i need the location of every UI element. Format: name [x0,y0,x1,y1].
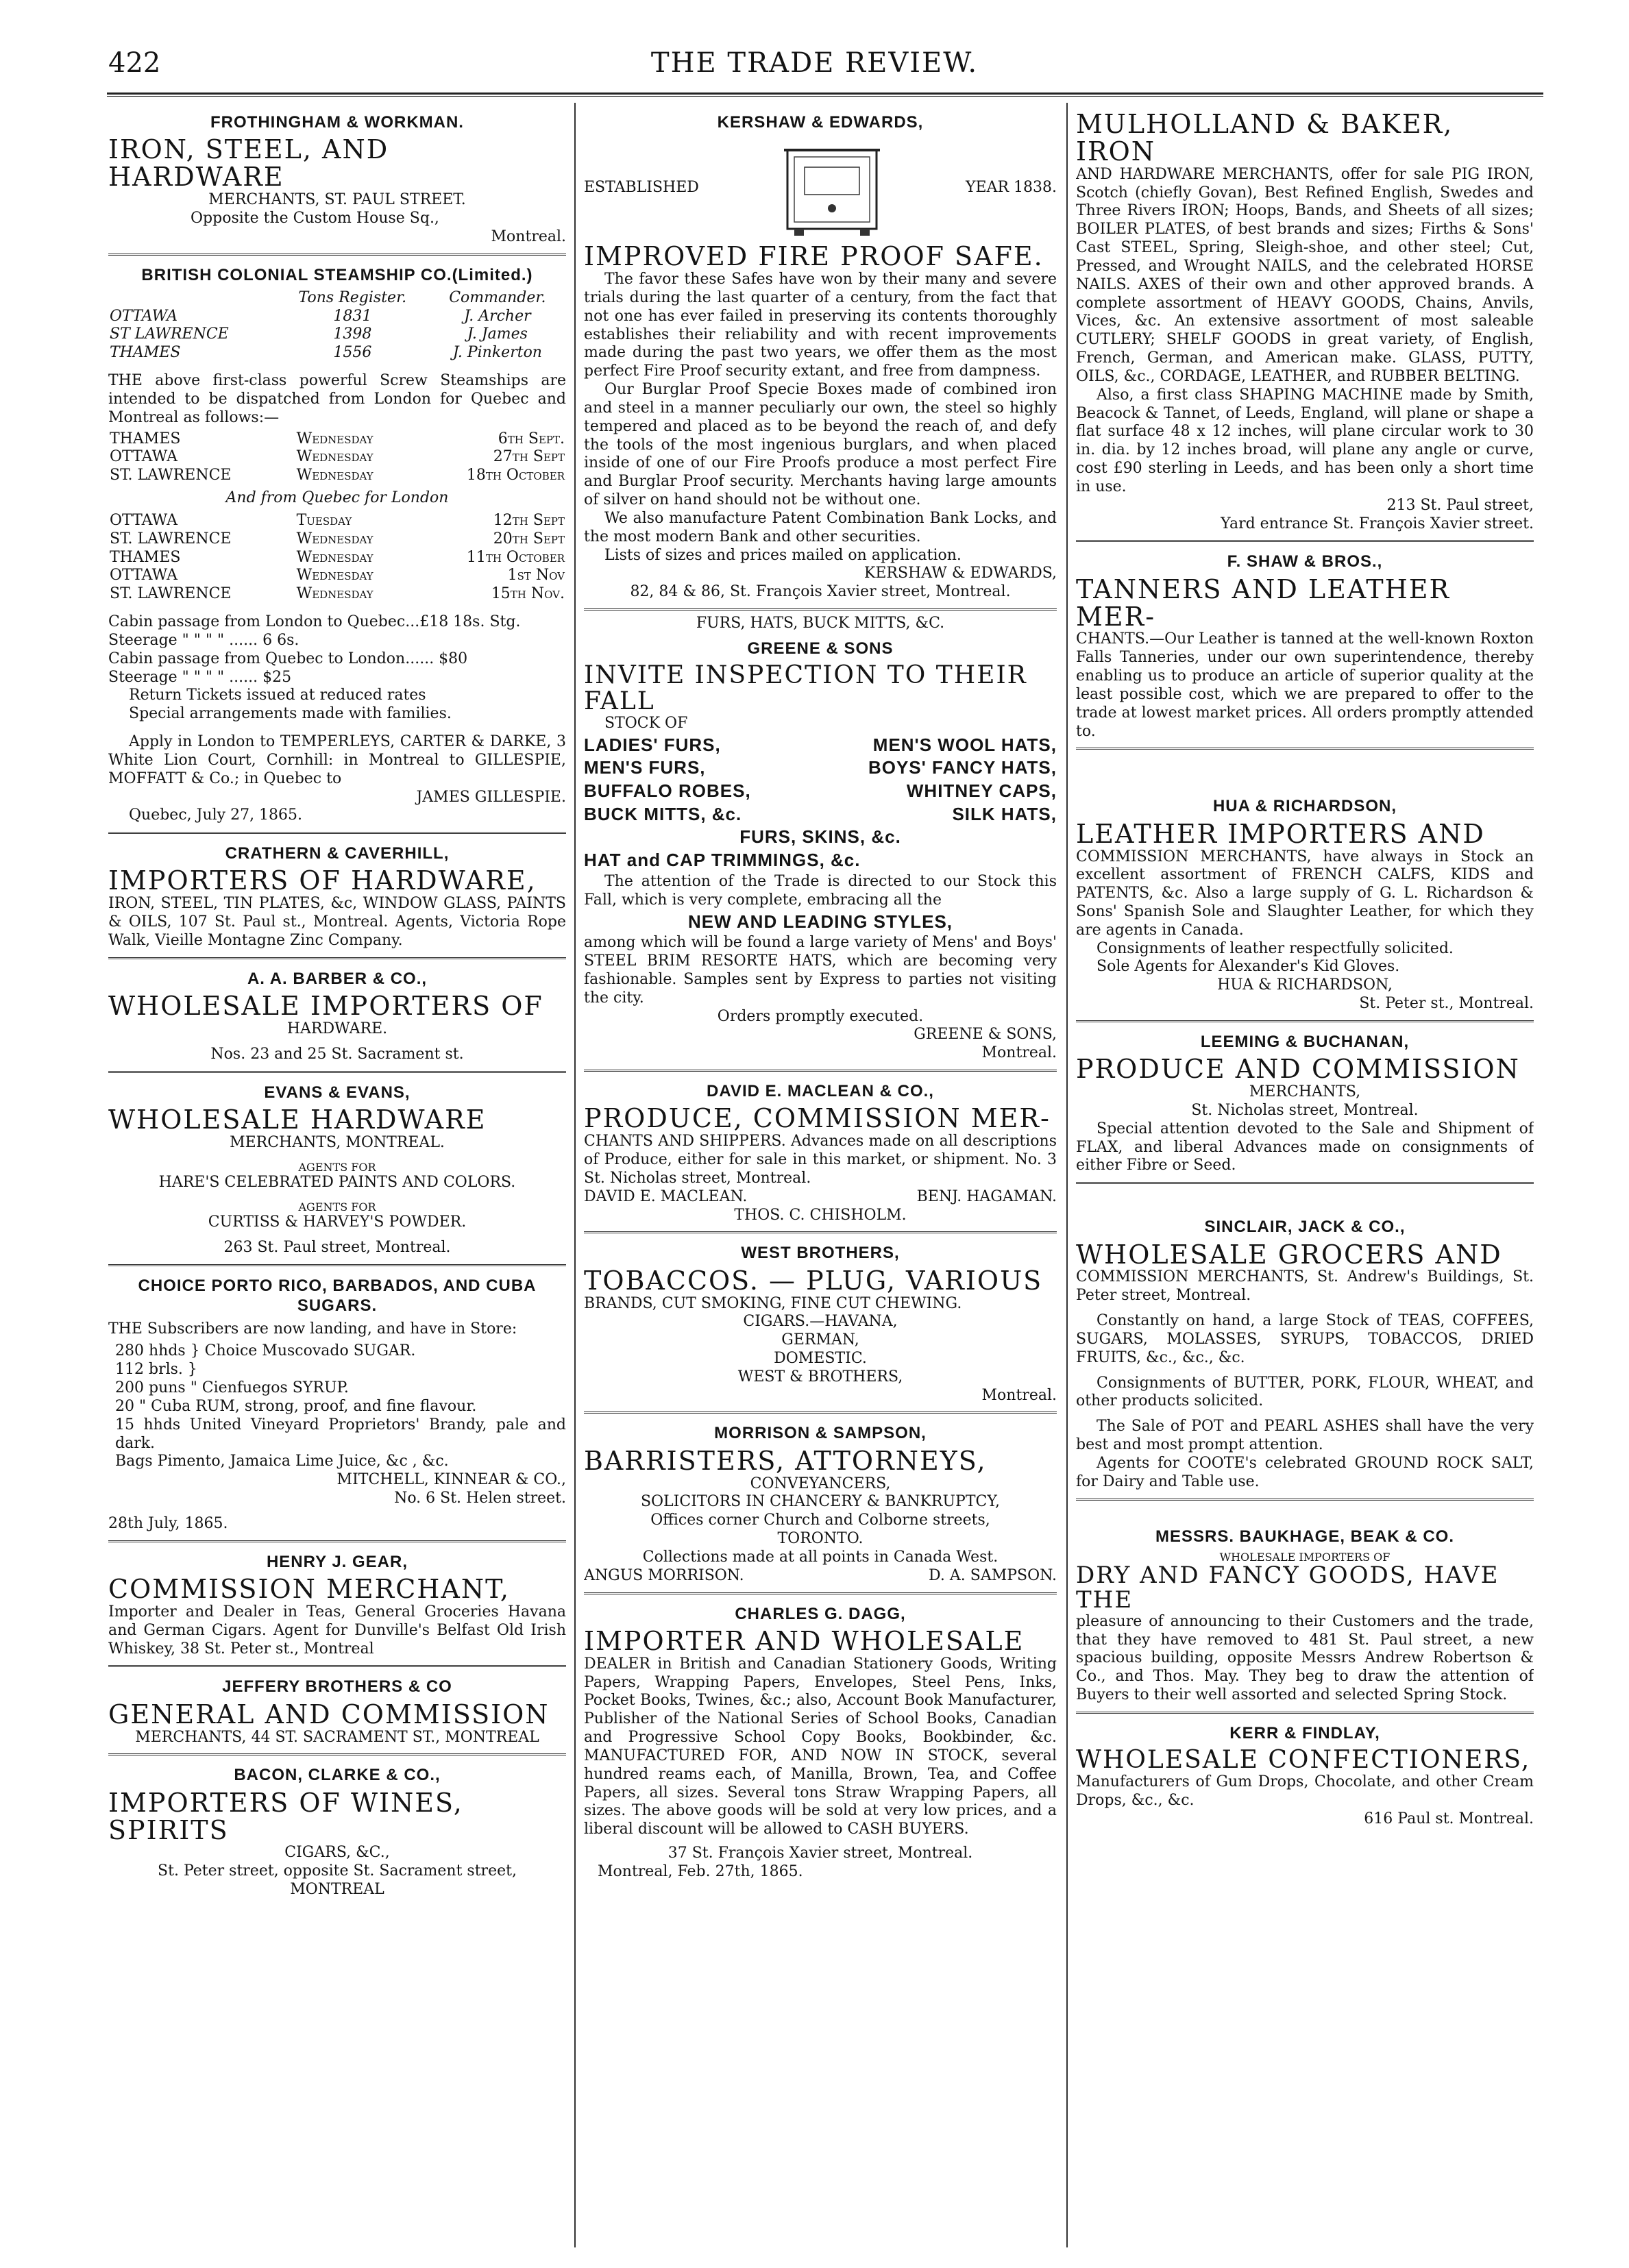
ad-display-line: TOBACCOS. — PLUG, VARIOUS [584,1265,1043,1296]
ad-line: HARE'S CELEBRATED PAINTS AND COLORS. [158,1174,516,1192]
stock-item: Bags Pimento, Jamaica Lime Juice, &c , &c. [115,1453,449,1470]
page-number: 422 [108,47,161,79]
column-2 [584,103,1057,2247]
ad-line: CIGARS.—HAVANA, [743,1313,898,1331]
ad-jeffery-brothers [108,1667,566,1755]
sailing-table-return: OTTAWA Tuesday 12th Sept ST. LAWRENCE Wednesday 20th Sept THAMES Wednesday 11th October OTTAWA Wednesday 1st Nov ST. LAWRENCE Wednesday 15th Nov. [110,511,565,603]
ad-heading: FROTHINGHAM & WORKMAN. [210,113,464,132]
ad-display-line: IMPORTERS OF HARDWARE, [108,865,537,896]
ad-paragraph: AND HARDWARE MERCHANTS, offer for sale PIG IRON, Scotch (chiefly Govan), Best Refined English, Swedes and Three Rivers IRON; Hoops, Bands, and Sheets of all sizes; BOILER PLATES, of best brands and sizes; Firths & Sons' Cast STEEL, Spring, Sleigh-shoe, and other steel; Cut, Pressed, and Wrought NAILS, and the celebrated HORSE NAILS. AXES of their own and other approved brands. A complete assortment of HEAVY GOODS, Chains, Anvils, Vices, &c. An extensive assortment of most saleable CUTLERY; SHELF GOODS in great variety, of English, French, German, and American make. GLASS, PUTTY, OILS, &c., CORDAGE, LEATHER, and RUBBER BELTING. [1076,165,1534,385]
ad-heading: WEST BROTHERS, [741,1244,900,1263]
ad-heading: EVANS & EVANS, [264,1083,411,1102]
goods-item: HAT and CAP TRIMMINGS, &c. [584,850,861,871]
est-left: ESTABLISHED [584,178,699,196]
ad-paragraph: CHANTS.—Our Leather is tanned at the well-known Roxton Falls Tanneries, under our own superintendence, thereby enabling us to produce an article of superior quality at the least possible cost, which we are prepared to offer to the trade at lowest market prices. All orders promptly attended to. [1076,630,1534,740]
ad-line: St. Nicholas street, Montreal. [1191,1101,1419,1119]
ad-paragraph: pleasure of announcing to their Customers and the trade, that they have removed to 481 St. Paul street, a new spacious building, opposite Messrs Andrew Robertson & Co., and Thos. May. They beg to draw the attention of Buyers to their well assorted and selected Spring Stock. [1076,1612,1534,1703]
ad-paragraph: Consignments of leather respectfully solicited. [1097,939,1454,957]
ad-display-line: PRODUCE, COMMISSION MER- [584,1103,1051,1134]
column-1 [108,103,566,2247]
partner-name: THOS. C. CHISHOLM. [734,1206,907,1224]
ad-heading: KERR & FINDLAY, [1229,1723,1380,1742]
est-right: YEAR 1838. [965,178,1057,196]
ship-table: Tons Register. Commander. OTTAWA 1831 J. Archer ST LAWRENCE 1398 J. James THAMES 1556 J. Pinkerton [110,288,546,362]
ad-line: Montreal. [491,227,566,245]
ad-city: Montreal. [981,1044,1057,1062]
ad-line: Nos. 23 and 25 St. Sacrament st. [210,1045,464,1063]
stock-item: 280 hhds } Choice Muscovado SUGAR. [115,1342,416,1360]
ad-line: Collections made at all points in Canada West. [642,1548,999,1566]
goods-item: BOYS' FANCY HATS, [868,757,1057,778]
ad-leeming-buchanan [1076,1022,1534,1184]
ad-line: GERMAN, [781,1331,859,1349]
ad-display-line: IMPROVED FIRE PROOF SAFE. [584,241,1044,272]
ad-address: 213 St. Paul street, [1386,496,1534,514]
ad-paragraph: The favor these Safes have won by their many and severe trials during the last quarter of a century, from the fact that not one has ever failed in preserving its contents thoroughly establishes their reliability and with recent improvements made during the past two years, we offer them as the most perfect Fire Proof security extant, and free from dampness. [584,271,1057,380]
ad-signature: GREENE & SONS, [914,1026,1057,1044]
ad-heading: HENRY J. GEAR, [266,1552,408,1571]
ad-line: TORONTO. [777,1530,864,1548]
ad-line: St. Peter street, opposite St. Sacrament street, [158,1862,517,1880]
ad-date: 28th July, 1865. [108,1514,228,1532]
ad-display-line: PRODUCE AND COMMISSION [1076,1054,1520,1085]
ad-signature: WEST & BROTHERS, [737,1368,903,1385]
ad-henry-gear [108,1542,566,1668]
ad-line: MONTREAL [290,1881,384,1899]
fare-line: Steerage " " " " ...... 6 6s. [108,631,299,649]
partner-name: DAVID E. MACLEAN. [584,1187,748,1205]
ad-display-line: IMPORTER AND WHOLESALE [584,1625,1025,1656]
ad-line: CURTISS & HARVEY'S POWDER. [208,1213,467,1231]
ad-line: CIGARS, &C., [284,1844,390,1862]
ad-display-line: IRON, STEEL, AND HARDWARE [108,134,389,193]
goods-item: BUFFALO ROBES, [584,780,751,802]
ad-heading: GREENE & SONS [747,639,894,658]
stock-item: 200 puns " Cienfuegos SYRUP. [115,1379,349,1397]
sailing-subhead: And from Quebec for London [225,489,449,507]
ad-paragraph: Importer and Dealer in Teas, General Groceries Havana and German Cigars. Agent for Dunville's Belfast Old Irish Whiskey, 38 St. Peter st., Montreal [108,1603,566,1657]
safe-illustration-icon [757,136,907,239]
ad-paragraph: Also, a first class SHAPING MACHINE made by Smith, Beacock & Tannet, of Leeds, England, will plane or shape a flat surface 48 x 12 inches, will plane circular work to 30 in. dia. by 12 inches broad, will plane any angle or curve, cost £90 sterling in Leeds, and has been only a short time in use. [1076,386,1534,495]
ad-british-colonial-steamship [108,256,566,835]
goods-item: BUCK MITTS, &c. [584,803,742,824]
partner-name: D. A. SAMPSON. [929,1566,1057,1584]
ad-paragraph: DEALER in British and Canadian Stationery Goods, Writing Papers, Wrapping Papers, Envelopes, Steel Pens, Inks, Pocket Books, Twines, &c.; also, Account Book Manufacturer, Publisher of the National Series of School Books, Canadian and Progressive School Copy Books, Bookbinder, &c. MANUFACTURED FOR, AND NOW IN STOCK, several hundred reams each, of Manilla, Brown, Tea, and Coffee Papers, all sizes. Several tons Straw Wrapping Papers, all sizes. The above goods will be sold at very low prices, and a liberal discount will be allowed to CASH BUYERS. [584,1655,1057,1838]
ad-paragraph: among which will be found a large variety of Mens' and Boys' STEEL BRIM RESORTE HATS, which are becoming very fashionable. Samples sent by Express to parties not visiting the city. [584,934,1057,1007]
ad-mulholland-baker [1076,103,1534,542]
partner-name: BENJ. HAGAMAN. [916,1187,1057,1205]
ad-display-line: COMMISSION MERCHANT, [108,1574,510,1605]
ad-display-line: TANNERS AND LEATHER MER- [1076,574,1451,632]
goods-item: SILK HATS, [952,803,1057,824]
ad-line: Orders promptly executed. [717,1007,924,1025]
ad-line: CONVEYANCERS, [750,1475,891,1492]
ad-paragraph: THE above first-class powerful Screw Steamships are intended to be dispatched from London for Quebec and Montreal as follows:— [108,372,566,426]
goods-item: WHITNEY CAPS, [906,780,1057,802]
ad-heading: F. SHAW & BROS., [1227,552,1383,571]
ad-line: DOMESTIC. [774,1350,867,1367]
ad-display-line: WHOLESALE GROCERS AND [1076,1239,1502,1270]
ad-line: Opposite the Custom House Sq., [191,209,439,227]
ad-line: MERCHANTS, ST. PAUL STREET. [208,191,466,209]
fare-note: Return Tickets issued at reduced rates [129,687,426,704]
header-rule [107,93,1543,97]
ad-heading: CHARLES G. DAGG, [735,1604,906,1623]
ad-paragraph: COMMISSION MERCHANTS, have always in Stock an excellent assortment of FRENCH CALFS, KIDS and PATENTS, &c. Also a large supply of G. L. Richardson & Sons' Spanish Sole and Slaughter Leather, for which they are agents in Canada. [1076,848,1534,939]
ad-paragraph: We also manufacture Patent Combination Bank Locks, and the most modern Bank and other securities. [584,509,1057,545]
ad-display-line: IMPORTERS OF WINES, SPIRITS [108,1787,463,1845]
ad-line: AGENTS FOR [298,1200,376,1213]
column-3 [1076,103,1534,2247]
ad-paragraph: The attention of the Trade is directed to our Stock this Fall, which is very complete, embracing all the [584,872,1057,909]
ad-line: MERCHANTS, 44 ST. SACRAMENT ST., MONTREAL [135,1728,539,1746]
ad-heading: KERSHAW & EDWARDS, [717,113,924,132]
ad-signature: HUA & RICHARDSON, [1217,976,1393,994]
ad-frothingham-workman [108,103,566,256]
ad-greene-sons [584,611,1057,1072]
ad-baukhage-beak [1076,1501,1534,1714]
ad-line: AGENTS FOR [298,1160,376,1174]
ad-heading: CRATHERN & CAVERHILL, [225,844,450,863]
ad-paragraph: CHANTS AND SHIPPERS. Advances made on all descriptions of Produce, either for sale in this market, or shipment. No. 3 St. Nicholas street, Montreal. [584,1133,1057,1187]
goods-item: FURS, SKINS, &c. [739,826,901,848]
goods-item: MEN'S WOOL HATS, [872,734,1057,755]
ad-west-brothers [584,1233,1057,1414]
ad-paragraph: Sole Agents for Alexander's Kid Gloves. [1097,958,1400,976]
ad-paragraph: Consignments of BUTTER, PORK, FLOUR, WHEAT, and other products solicited. [1076,1374,1534,1410]
ad-display-line: WHOLESALE CONFECTIONERS, [1076,1746,1531,1775]
stock-item: 20 " Cuba RUM, strong, proof, and fine flavour. [115,1397,477,1415]
ad-line: MERCHANTS, [1249,1083,1361,1101]
ad-heading: DAVID E. MACLEAN & CO., [707,1082,934,1101]
ad-kerr-findlay [1076,1714,1534,1836]
fare-note: Special arrangements made with families. [129,705,452,723]
ad-heading: MORRISON & SAMPSON, [714,1424,927,1443]
ad-address: 616 Paul st. Montreal. [1364,1810,1534,1827]
ad-barber [108,959,566,1073]
ad-heading: A. A. BARBER & CO., [247,969,428,988]
column-divider [1066,103,1068,2247]
ad-line: HARDWARE. [286,1020,388,1037]
ad-signature: MITCHELL, KINNEAR & CO., [336,1471,566,1489]
stock-item: 112 brls. } [115,1361,197,1379]
ad-line: STOCK OF [604,714,688,732]
ad-sugars [108,1266,566,1542]
ad-heading: HUA & RICHARDSON, [1212,797,1397,816]
ad-heading: SINCLAIR, JACK & CO., [1204,1218,1406,1237]
publication-title: THE TRADE REVIEW. [650,47,979,79]
ad-heading: LEEMING & BUCHANAN, [1200,1032,1410,1051]
ad-paragraph: THE Subscribers are now landing, and have in Store: [108,1320,517,1338]
ad-maclean [584,1072,1057,1233]
ad-line: SOLICITORS IN CHANCERY & BANKRUPTCY, [640,1493,1001,1511]
ad-line: Offices corner Church and Colborne streets, [650,1512,990,1529]
fare-line: Steerage " " " " ...... $25 [108,668,292,686]
ad-date: Montreal, Feb. 27th, 1865. [598,1862,803,1880]
ad-morrison-sampson [584,1414,1057,1594]
ad-date: Quebec, July 27, 1865. [129,806,303,824]
ad-paragraph: COMMISSION MERCHANTS, St. Andrew's Buildings, St. Peter street, Montreal. [1076,1268,1534,1305]
ad-paragraph: Manufacturers of Gum Drops, Chocolate, and other Cream Drops, &c., &c. [1076,1773,1534,1809]
ad-signature: KERSHAW & EDWARDS, [864,565,1057,582]
ad-paragraph: BRANDS, CUT SMOKING, FINE CUT CHEWING. [584,1294,962,1312]
partner-name: ANGUS MORRISON. [584,1566,744,1584]
ad-heading: BACON, CLARKE & CO., [234,1766,441,1785]
goods-item: MEN'S FURS, [584,757,706,778]
ad-address: Yard entrance St. François Xavier street. [1221,515,1534,532]
ad-paragraph: Apply in London to TEMPERLEYS, CARTER & DARKE, 3 White Lion Court, Cornhill: in Montreal to GILLESPIE, MOFFATT & Co.; in Quebec to [108,733,566,787]
ad-display-line: INVITE INSPECTION TO THEIR FALL [584,661,1027,715]
ad-line: MERCHANTS, MONTREAL. [230,1133,445,1151]
ad-paragraph: IRON, STEEL, TIN PLATES, &c, WINDOW GLASS, PAINTS & OILS, 107 St. Paul st., Montreal. Agents, Victoria Rope Walk, Vieille Montagne Zinc Company. [108,895,566,949]
ad-evans-evans [108,1073,566,1267]
fare-line: Cabin passage from London to Quebec...£18 18s. Stg. [108,613,521,631]
ad-top-line: FURS, HATS, BUCK MITTS, &C. [696,615,945,632]
goods-item: LADIES' FURS, [584,734,721,755]
ad-bacon-clarke [108,1755,566,1906]
ad-line: WHOLESALE IMPORTERS OF [1219,1550,1391,1564]
ad-paragraph: The Sale of POT and PEARL ASHES shall have the very best and most prompt attention. [1076,1418,1534,1454]
ad-address: 37 St. François Xavier street, Montreal. [667,1845,973,1862]
ad-charles-dagg [584,1594,1057,1888]
ad-kershaw-edwards [584,103,1057,611]
ad-signature: JAMES GILLESPIE. [416,788,566,806]
ad-display-line: MULHOLLAND & BAKER, IRON [1076,109,1454,167]
ad-shaw-bros [1076,542,1534,750]
ad-paragraph: Constantly on hand, a large Stock of TEAS, COFFEES, SUGARS, MOLASSES, SYRUPS, TOBACCOS, DRIED FRUITS, &c., &c., &c. [1076,1312,1534,1366]
ad-paragraph: Special attention devoted to the Sale and Shipment of FLAX, and liberal Advances made on consignments of either Fibre or Seed. [1076,1120,1534,1174]
ad-display-line: WHOLESALE HARDWARE [108,1104,487,1135]
ad-paragraph: Lists of sizes and prices mailed on application. [604,546,962,564]
ad-display-line: BARRISTERS, ATTORNEYS, [584,1445,987,1476]
ad-address: No. 6 St. Helen street. [394,1490,566,1507]
ad-heading: CHOICE PORTO RICO, BARBADOS, AND CUBA SUGARS. [138,1277,537,1316]
ad-display-line: GENERAL AND COMMISSION [108,1699,550,1729]
ad-display-line: LEATHER IMPORTERS AND [1076,818,1485,849]
fare-line: Cabin passage from Quebec to London...... $80 [108,650,468,667]
ad-paragraph: Our Burglar Proof Specie Boxes made of combined iron and steel in a manner peculiarly our own, the steel so highly tempered and placed as to be beyond the reach of, and defy the tools of the most ingenious burglars, and when placed inside of one of our Fire Proofs produce a most perfect Fire and Burglar Proof security. Merchants having large amounts of silver on hand should not be without one. [584,381,1057,509]
ad-heading: MESSRS. BAUKHAGE, BEAK & CO. [1155,1527,1455,1546]
stock-item: 15 hhds United Vineyard Proprietors' Brandy, pale and dark. [115,1416,566,1452]
ad-display-line: WHOLESALE IMPORTERS OF [108,991,543,1022]
ad-display-line: DRY AND FANCY GOODS, HAVE THE [1076,1562,1499,1614]
ad-paragraph: Agents for COOTE's celebrated GROUND ROCK SALT, for Dairy and Table use. [1076,1454,1534,1490]
ad-heading: BRITISH COLONIAL STEAMSHIP CO.(Limited.) [141,265,533,284]
goods-item: NEW AND LEADING STYLES, [687,911,953,932]
column-divider [574,103,576,2247]
ad-hua-richardson [1076,750,1534,1022]
ad-crathern-caverhill [108,834,566,959]
sailing-table: THAMES Wednesday 6th Sept. OTTAWA Wednesday 27th Sept ST. LAWRENCE Wednesday 18th October [110,430,565,484]
ad-city: Montreal. [981,1386,1057,1404]
ad-address: St. Peter st., Montreal. [1359,995,1534,1013]
ad-address: 82, 84 & 86, St. François Xavier street, Montreal. [630,583,1011,601]
ad-sinclair-jack [1076,1184,1534,1500]
ad-heading: JEFFERY BROTHERS & CO [222,1677,452,1697]
ad-line: 263 St. Paul street, Montreal. [223,1239,451,1257]
